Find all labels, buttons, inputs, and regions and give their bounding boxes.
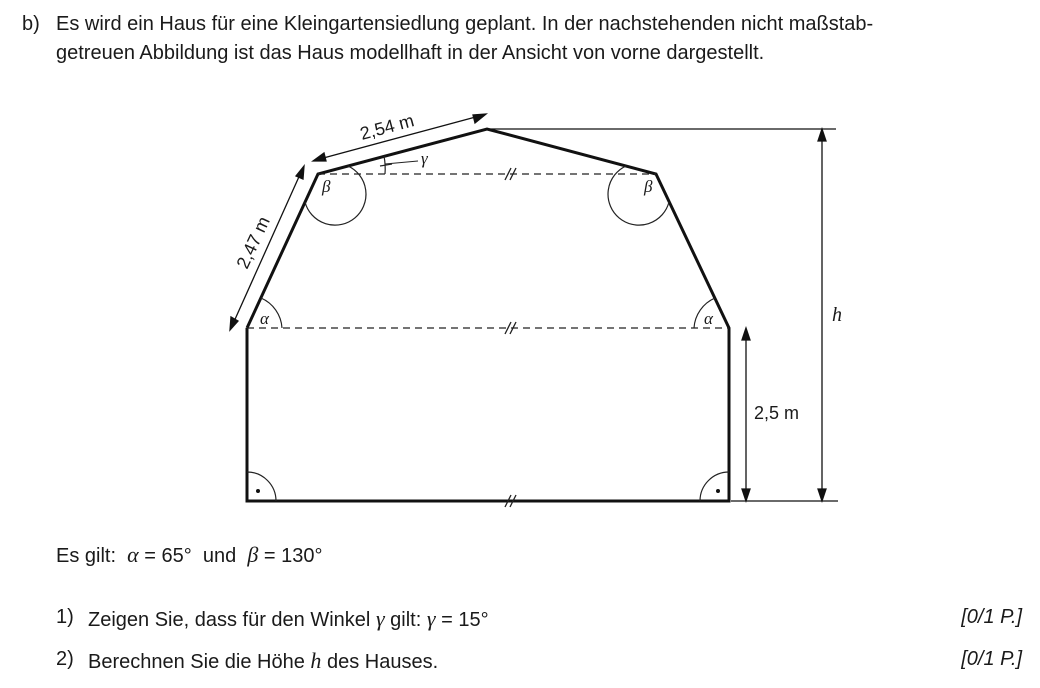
label-beta-left: β (322, 177, 331, 196)
part-label: b) (22, 13, 40, 35)
task-1-text: Zeigen Sie, dass für den Winkel (88, 609, 371, 631)
task-2-text: Berechnen Sie die Höhe (88, 651, 305, 673)
label-h: h (832, 304, 842, 326)
right-angle-dot-bl (256, 489, 260, 493)
task-2-number: 2) (56, 648, 74, 670)
label-wall-height: 2,5 m (754, 403, 800, 423)
label-alpha-left: α (260, 309, 269, 328)
parallel-marks (505, 168, 516, 507)
right-angle-br (700, 472, 729, 501)
task-2-h-symbol: h (310, 648, 322, 673)
gamma-leader (385, 161, 418, 164)
task-1-text-3: = 15° (441, 609, 489, 631)
task-1-number: 1) (56, 606, 74, 628)
given-alpha-value: = 65° (144, 545, 192, 567)
right-angle-dot-br (716, 489, 720, 493)
beta-arc-left (305, 166, 366, 225)
label-roof-length: 2,54 m (357, 110, 417, 144)
task-1-gamma-symbol: γ (375, 606, 385, 631)
given-values (56, 542, 323, 568)
beta-arc-right (608, 166, 669, 225)
label-beta-right: β (644, 177, 653, 196)
intro-line-2: getreuen Abbildung ist das Haus modellhaft in der Ansicht von vorne dargestellt. (56, 42, 765, 64)
task-2-text-2: des Hauses. (326, 651, 439, 673)
given-beta-value: = 130° (263, 545, 323, 567)
label-side-length: 2,47 m (232, 213, 274, 272)
given-and: und (202, 545, 237, 567)
task-1-gamma-symbol-2: γ (426, 606, 436, 631)
task-2-points: [0/1 P.] (961, 648, 1022, 670)
right-angle-bl (247, 472, 276, 501)
given-beta-symbol: β (247, 542, 259, 567)
label-alpha-right: α (704, 309, 713, 328)
house-outline (247, 129, 729, 501)
task-1-points: [0/1 P.] (961, 606, 1022, 628)
given-prefix: Es gilt: (56, 545, 117, 567)
task-1-text-2: gilt: (390, 609, 422, 631)
label-gamma: γ (421, 149, 428, 168)
given-alpha-symbol: α (127, 542, 139, 567)
intro-line-1: Es wird ein Haus für eine Kleingartensiedlung geplant. In der nachstehenden nicht maßstab- (56, 13, 874, 35)
